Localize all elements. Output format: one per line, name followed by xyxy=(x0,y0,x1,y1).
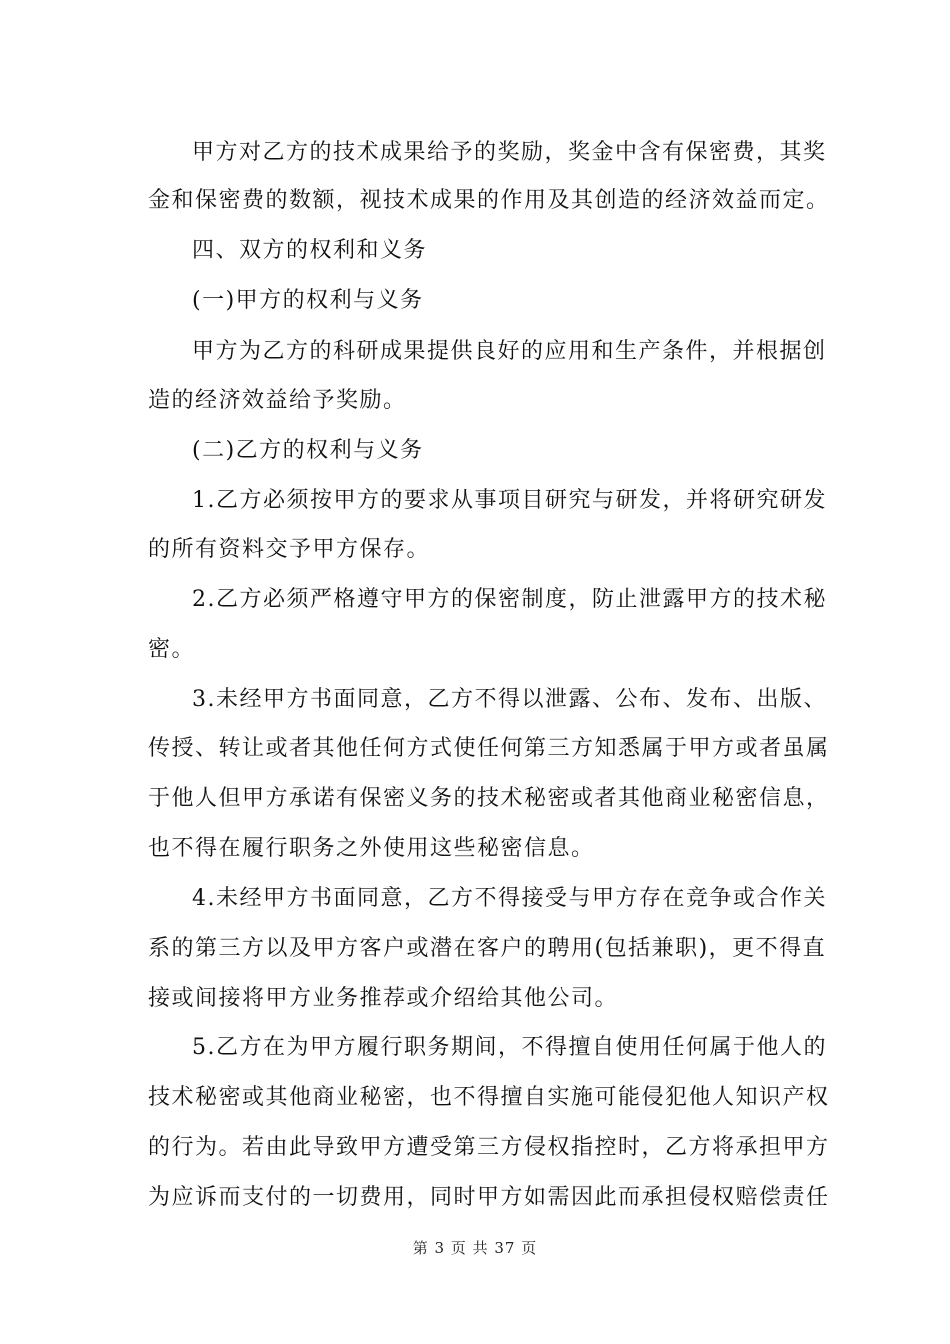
paragraph-line: 的行为。若由此导致甲方遭受第三方侵权指控时，乙方将承担甲方 xyxy=(148,1135,830,1160)
paragraph-line: 也不得在履行职务之外使用这些秘密信息。 xyxy=(148,836,595,861)
paragraph-line: 3.未经甲方书面同意，乙方不得以泄露、公布、发布、出版、 xyxy=(192,687,827,712)
subsection-heading: (一)甲方的权利与义务 xyxy=(192,288,424,313)
paragraph-line: 甲方对乙方的技术成果给予的奖励，奖金中含有保密费，其奖 xyxy=(192,140,827,165)
paragraph-line: 甲方为乙方的科研成果提供良好的应用和生产条件，并根据创 xyxy=(192,339,827,364)
paragraph-line: 4.未经甲方书面同意，乙方不得接受与甲方存在竞争或合作关 xyxy=(192,886,827,911)
subsection-heading: (二)乙方的权利与义务 xyxy=(192,438,424,463)
page-number-footer: 第 3 页 共 37 页 xyxy=(412,1239,538,1257)
paragraph-line: 1.乙方必须按甲方的要求从事项目研究与研发，并将研究研发 xyxy=(192,488,827,513)
paragraph-line: 接或间接将甲方业务推荐或介绍给其他公司。 xyxy=(148,986,619,1011)
paragraph-line: 金和保密费的数额，视技术成果的作用及其创造的经济效益而定。 xyxy=(148,188,830,213)
paragraph-line: 为应诉而支付的一切费用，同时甲方如需因此而承担侵权赔偿责任 xyxy=(148,1185,830,1210)
paragraph-line: 系的第三方以及甲方客户或潜在客户的聘用(包括兼职)，更不得直 xyxy=(148,936,827,961)
paragraph-line: 密。 xyxy=(148,637,196,662)
paragraph-line: 造的经济效益给予奖励。 xyxy=(148,388,407,413)
paragraph-line: 于他人但甲方承诺有保密义务的技术秘密或者其他商业秘密信息， xyxy=(148,786,830,811)
paragraph-line: 2.乙方必须严格遵守甲方的保密制度，防止泄露甲方的技术秘 xyxy=(192,587,827,612)
paragraph-line: 技术秘密或其他商业秘密，也不得擅自实施可能侵犯他人知识产权 xyxy=(148,1085,830,1110)
paragraph-line: 传授、转让或者其他任何方式使任何第三方知悉属于甲方或者虽属 xyxy=(148,736,830,761)
paragraph-line: 的所有资料交予甲方保存。 xyxy=(148,537,431,562)
paragraph-line: 5.乙方在为甲方履行职务期间，不得擅自使用任何属于他人的 xyxy=(192,1035,827,1060)
section-heading: 四、双方的权利和义务 xyxy=(192,238,428,263)
